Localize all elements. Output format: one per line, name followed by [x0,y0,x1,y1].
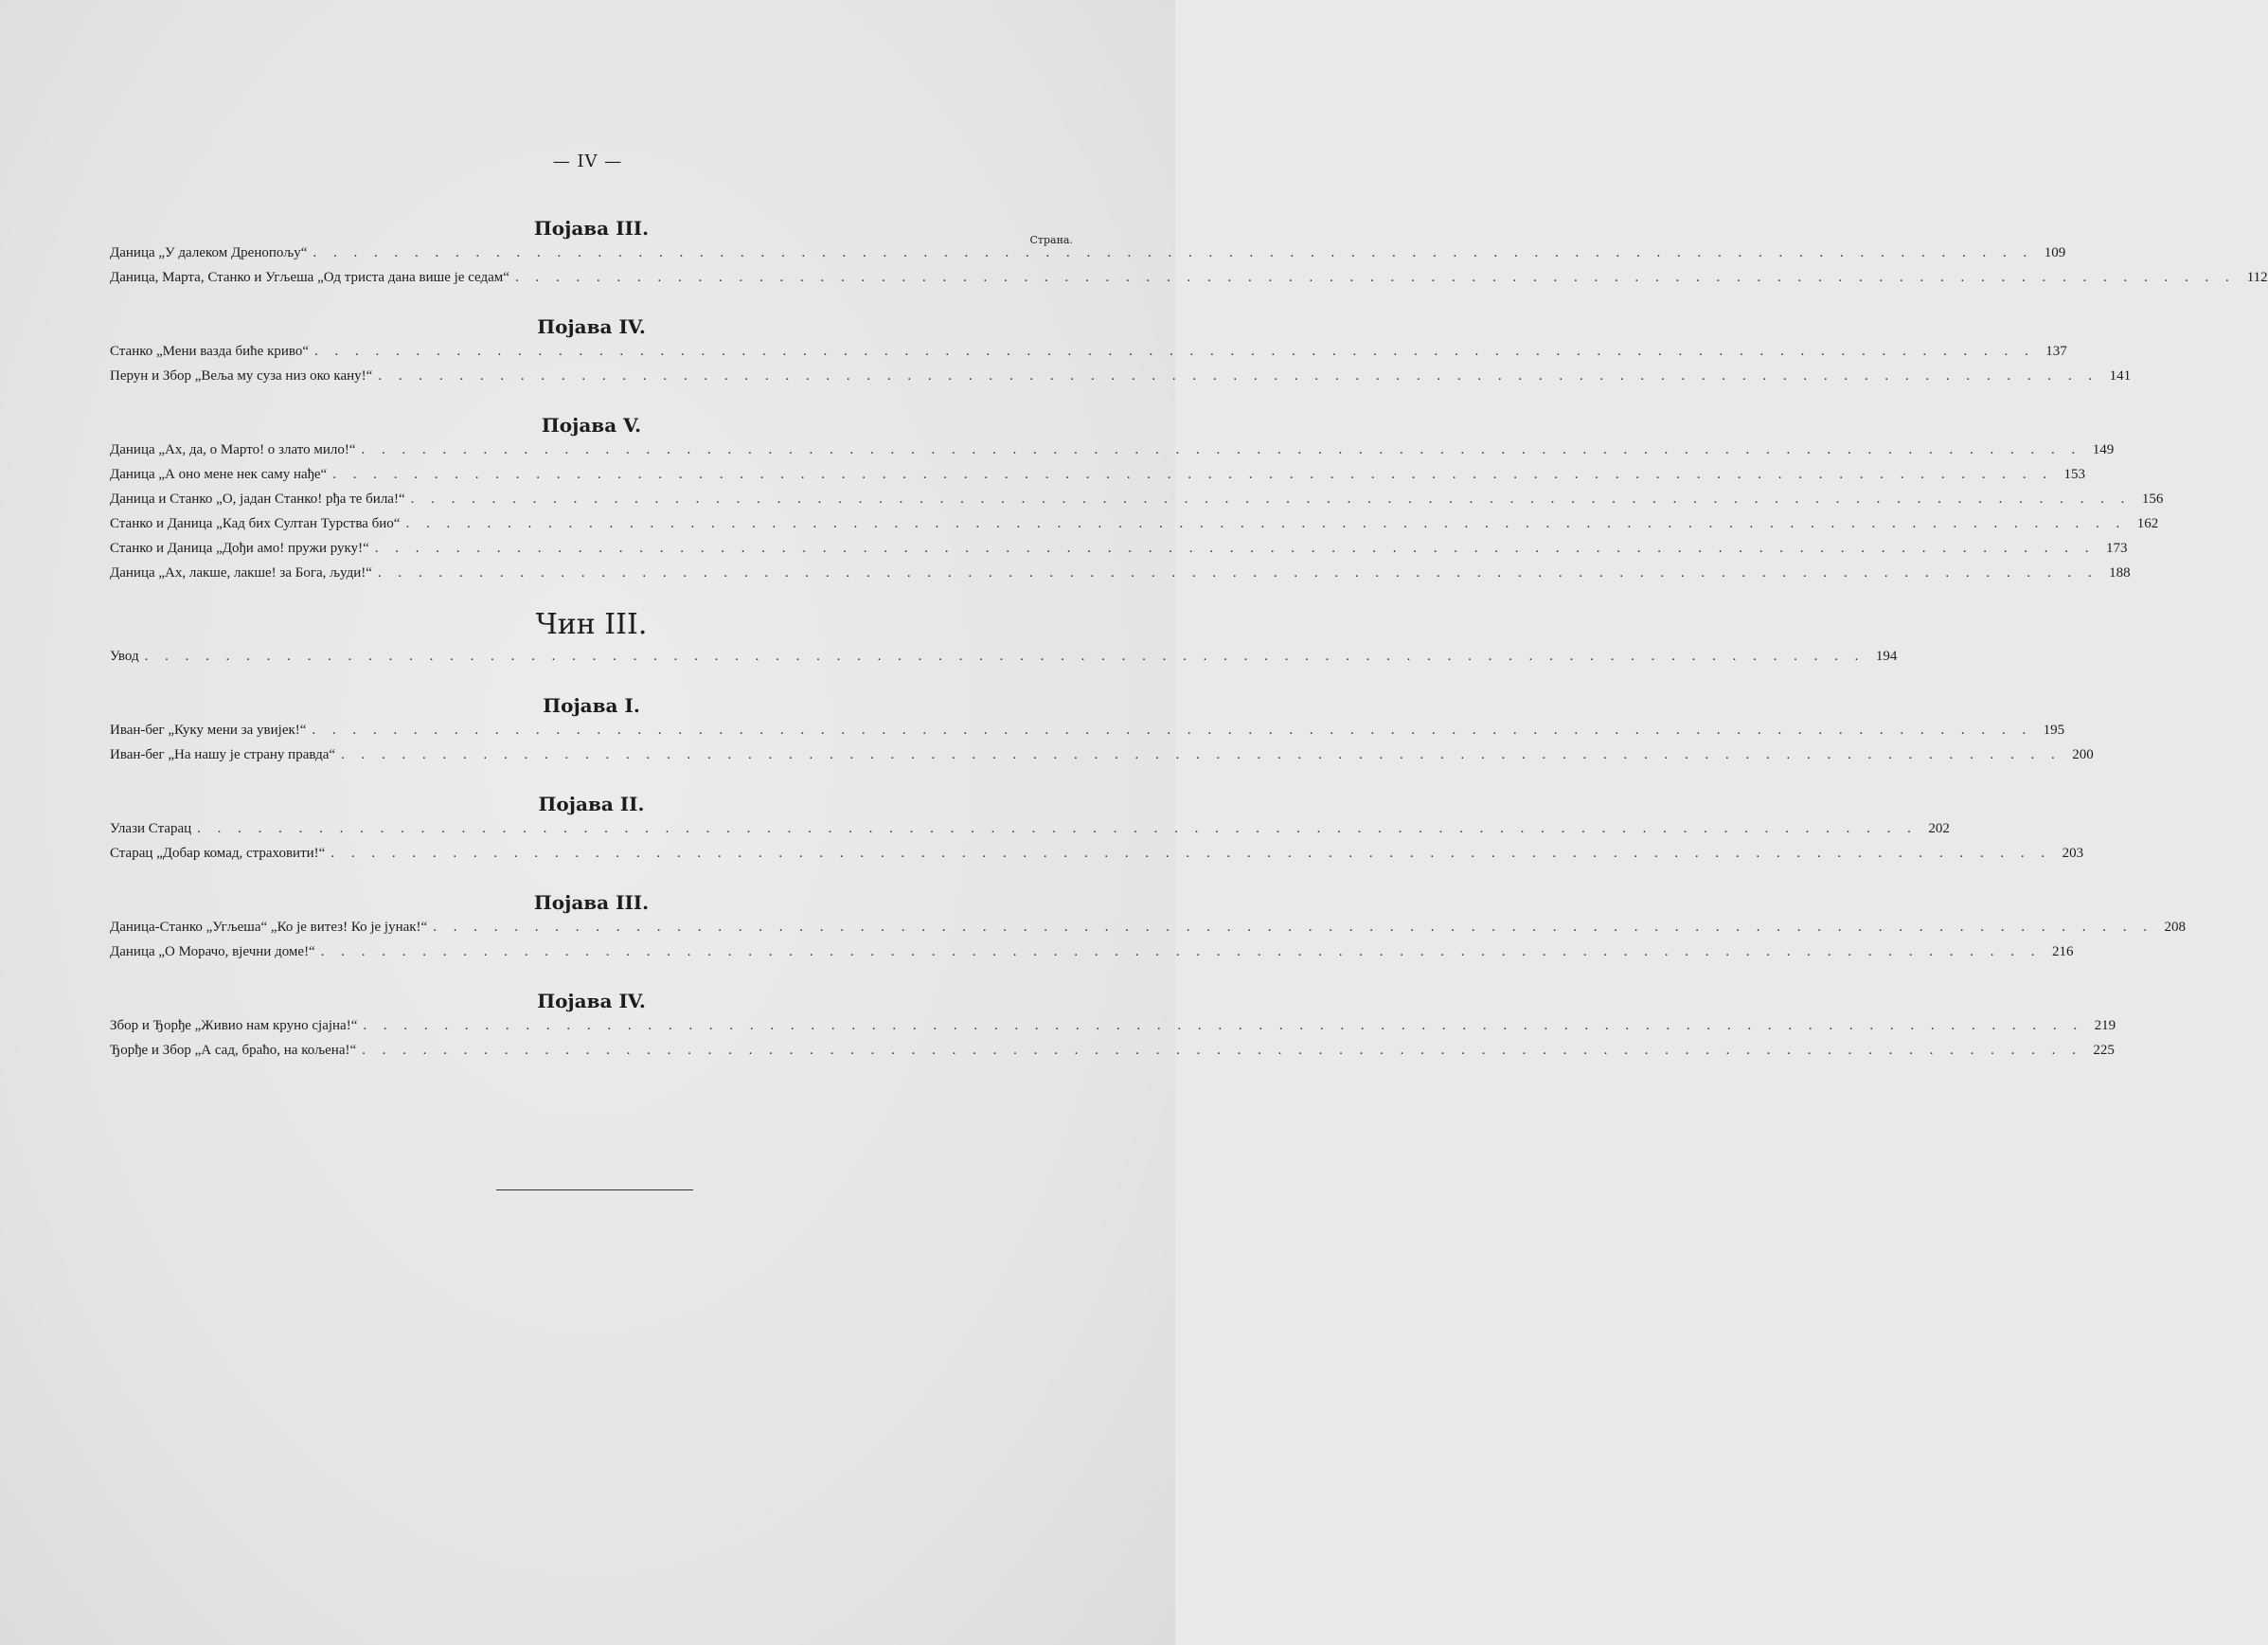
entry-page-number: 225 [2093,1043,2115,1058]
toc-entry [110,939,2074,964]
entry-page-number: 156 [2141,492,2164,507]
entry-page-number: 219 [2094,1018,2116,1033]
section-heading [110,413,1073,438]
entry-page-number: 195 [2043,723,2065,738]
section-heading [110,693,1073,718]
toc-entry [110,438,2115,462]
section-heading-text: Појава IV. [537,990,646,1012]
entry-page-number: 153 [2063,467,2085,482]
dot-leader: . . . . . . . . . . . . . . . . . . . . . . . . . . . . . . . . . . . . . . . . . . . . . . . . . . . . . . . . . . . . . . . . . . . . . . . . . . . . . . . . . . . . . [433,920,2153,935]
entry-title: Даница и Станко „О, јадан Станко! рђа те била!“ [110,492,405,507]
entry-page-number: 141 [2109,368,2132,384]
toc-entry [110,487,2164,511]
table-of-contents [110,216,2268,1063]
dot-leader: . . . . . . . . . . . . . . . . . . . . . . . . . . . . . . . . . . . . . . . . . . . . . . . . . . . . . . . . . . . . . . . . . . . . . . . . . . . . . . . . . . . . . [332,467,2053,482]
entry-title: Даница „У далеком Дренопољу“ [110,245,308,260]
entry-title: Старац „Добар комад, страховити!“ [110,846,326,861]
entry-title: Перун и Збор „Веља му суза низ око кану!“ [110,368,373,384]
toc-entry [110,644,1898,669]
toc-entry [110,742,2094,767]
dot-leader: . . . . . . . . . . . . . . . . . . . . . . . . . . . . . . . . . . . . . . . . . . . . . . . . . . . . . . . . . . . . . . . . . . . . . . . . . . . . . . . . . . . . . [362,1043,2082,1058]
toc-entry [110,462,2085,487]
dot-leader: . . . . . . . . . . . . . . . . . . . . . . . . . . . . . . . . . . . . . . . . . . . . . . . . . . . . . . . . . . . . . . . . . . . . . . . . . . . . . . . . . . . . . [363,1018,2084,1033]
dot-leader: . . . . . . . . . . . . . . . . . . . . . . . . . . . . . . . . . . . . . . . . . . . . . . . . . . . . . . . . . . . . . . . . . . . . . . . . . . . . . . . . . . . . . [377,565,2098,581]
dot-leader: . . . . . . . . . . . . . . . . . . . . . . . . . . . . . . . . . . . . . . . . . . . . . . . . . . . . . . . . . . . . . . . . . . . . . . . . . . . . . . . . . . . . . [330,846,2052,861]
dot-leader: . . . . . . . . . . . . . . . . . . . . . . . . . . . . . . . . . . . . . . . . . . . . . . . . . . . . . . . . . . . . . . . . . . . . . . . . . . . . . . . . . . . . . [514,270,2236,285]
toc-entry [110,536,2128,561]
toc-entry [110,841,2084,866]
dot-leader: . . . . . . . . . . . . . . . . . . . . . . . . . . . . . . . . . . . . . . . . . . . . . . . . . . . . . . . . . . . . . . . . . . . . . . . . . . . . . . . . . . . . . [405,516,2127,531]
toc-entry [110,816,1950,841]
toc-entry [110,339,2067,364]
entry-title: Даница „А оно мене нек саму нађе“ [110,467,328,482]
entry-title: Иван-бег „Куку мени за увијек!“ [110,723,307,738]
section-heading-text: Појава III. [533,891,650,914]
entry-page-number: 149 [2092,442,2115,457]
entry-page-number: 200 [2072,747,2094,762]
dot-leader: . . . . . . . . . . . . . . . . . . . . . . . . . . . . . . . . . . . . . . . . . . . . . . . . . . . . . . . . . . . . . . . . . . . . . . . . . . . . . . . . . . . . . [312,723,2033,738]
entry-page-number: 162 [2136,516,2159,531]
entry-title: Даница-Станко „Угљеша“ „Ко је витез! Ко је јунак!“ [110,920,428,935]
entry-page-number: 202 [1928,821,1950,836]
section-heading [110,216,1073,246]
entry-page-number: 109 [2044,245,2066,260]
entry-page-number: 137 [2045,344,2067,359]
dot-leader: . . . . . . . . . . . . . . . . . . . . . . . . . . . . . . . . . . . . . . . . . . . . . . . . . . . . . . . . . . . . . . . . . . . . . . . . . . . . . . . . . . . . . [410,492,2132,507]
toc-entry [110,511,2159,536]
dot-leader: . . . . . . . . . . . . . . . . . . . . . . . . . . . . . . . . . . . . . . . . . . . . . . . . . . . . . . . . . . . . . . . . . . . . . . . . . . . . . . . . . . . . . [144,649,1866,664]
entry-title: Станко и Даница „Кад бих Султан Турства био“ [110,516,401,531]
page-column-label: Страна. [1029,234,1073,246]
entry-title: Даница, Марта, Станко и Угљеша „Од триста дана више је седам“ [110,270,509,285]
entry-page-number: 173 [2106,541,2128,556]
dot-leader: . . . . . . . . . . . . . . . . . . . . . . . . . . . . . . . . . . . . . . . . . . . . . . . . . . . . . . . . . . . . . . . . . . . . . . . . . . . . . . . . . . . . . [197,821,1918,836]
entry-page-number: 216 [2051,944,2074,959]
entry-page-number: 188 [2109,565,2131,581]
section-heading-text: Појава III. [533,217,650,240]
toc-entry [110,364,2132,388]
dot-leader: . . . . . . . . . . . . . . . . . . . . . . . . . . . . . . . . . . . . . . . . . . . . . . . . . . . . . . . . . . . . . . . . . . . . . . . . . . . . . . . . . . . . . [313,245,2034,260]
section-heading-text: Појава I. [543,694,640,717]
section-heading [110,989,1073,1013]
entry-title: Улази Старац [110,821,192,836]
dot-leader: . . . . . . . . . . . . . . . . . . . . . . . . . . . . . . . . . . . . . . . . . . . . . . . . . . . . . . . . . . . . . . . . . . . . . . . . . . . . . . . . . . . . . [361,442,2082,457]
entry-title: Даница „О Морачо, вјечни доме!“ [110,944,315,959]
dot-leader: . . . . . . . . . . . . . . . . . . . . . . . . . . . . . . . . . . . . . . . . . . . . . . . . . . . . . . . . . . . . . . . . . . . . . . . . . . . . . . . . . . . . . [314,344,2035,359]
dot-leader: . . . . . . . . . . . . . . . . . . . . . . . . . . . . . . . . . . . . . . . . . . . . . . . . . . . . . . . . . . . . . . . . . . . . . . . . . . . . . . . . . . . . . [320,944,2042,959]
dot-leader: . . . . . . . . . . . . . . . . . . . . . . . . . . . . . . . . . . . . . . . . . . . . . . . . . . . . . . . . . . . . . . . . . . . . . . . . . . . . . . . . . . . . . [374,541,2096,556]
toc-entry [110,718,2065,742]
entry-page-number: 208 [2164,920,2186,935]
section-heading [110,314,1073,339]
entry-title: Станко и Даница „Дођи амо! пружи руку!“ [110,541,369,556]
dot-leader: . . . . . . . . . . . . . . . . . . . . . . . . . . . . . . . . . . . . . . . . . . . . . . . . . . . . . . . . . . . . . . . . . . . . . . . . . . . . . . . . . . . . . [341,747,2062,762]
entry-page-number: 194 [1875,649,1898,664]
entry-title: Ђорђе и Збор „А сад, браћо, на кољена!“ [110,1043,357,1058]
toc-entry [110,265,2268,290]
entry-page-number: 203 [2062,846,2084,861]
entry-title: Станко „Мени вазда биће криво“ [110,344,310,359]
closing-rule [496,1189,693,1190]
section-heading [110,890,1073,915]
entry-page-number: 112 [2246,270,2268,285]
section-heading-text: Појава IV. [537,315,646,338]
entry-title: Даница „Ах, лакше, лакше! за Бога, људи!“ [110,565,372,581]
entry-title: Увод [110,649,139,664]
toc-entry [110,561,2131,585]
toc-entry [110,915,2186,939]
toc-entry [110,241,2066,265]
entry-title: Збор и Ђорђе „Живио нам круно сјајна!“ [110,1018,358,1033]
page-number: — IV — [552,152,623,171]
dot-leader: . . . . . . . . . . . . . . . . . . . . . . . . . . . . . . . . . . . . . . . . . . . . . . . . . . . . . . . . . . . . . . . . . . . . . . . . . . . . . . . . . . . . . [378,368,2099,384]
entry-title: Иван-бег „На нашу је страну правда“ [110,747,336,762]
entry-title: Даница „Ах, да, о Марто! о злато мило!“ [110,442,356,457]
section-heading [110,792,1073,816]
section-heading-text: Појава II. [538,793,645,815]
toc-entry [110,1038,2115,1063]
toc-entry [110,1013,2116,1038]
act-heading: Чин III. [535,608,648,641]
section-heading-text: Појава V. [541,414,642,437]
